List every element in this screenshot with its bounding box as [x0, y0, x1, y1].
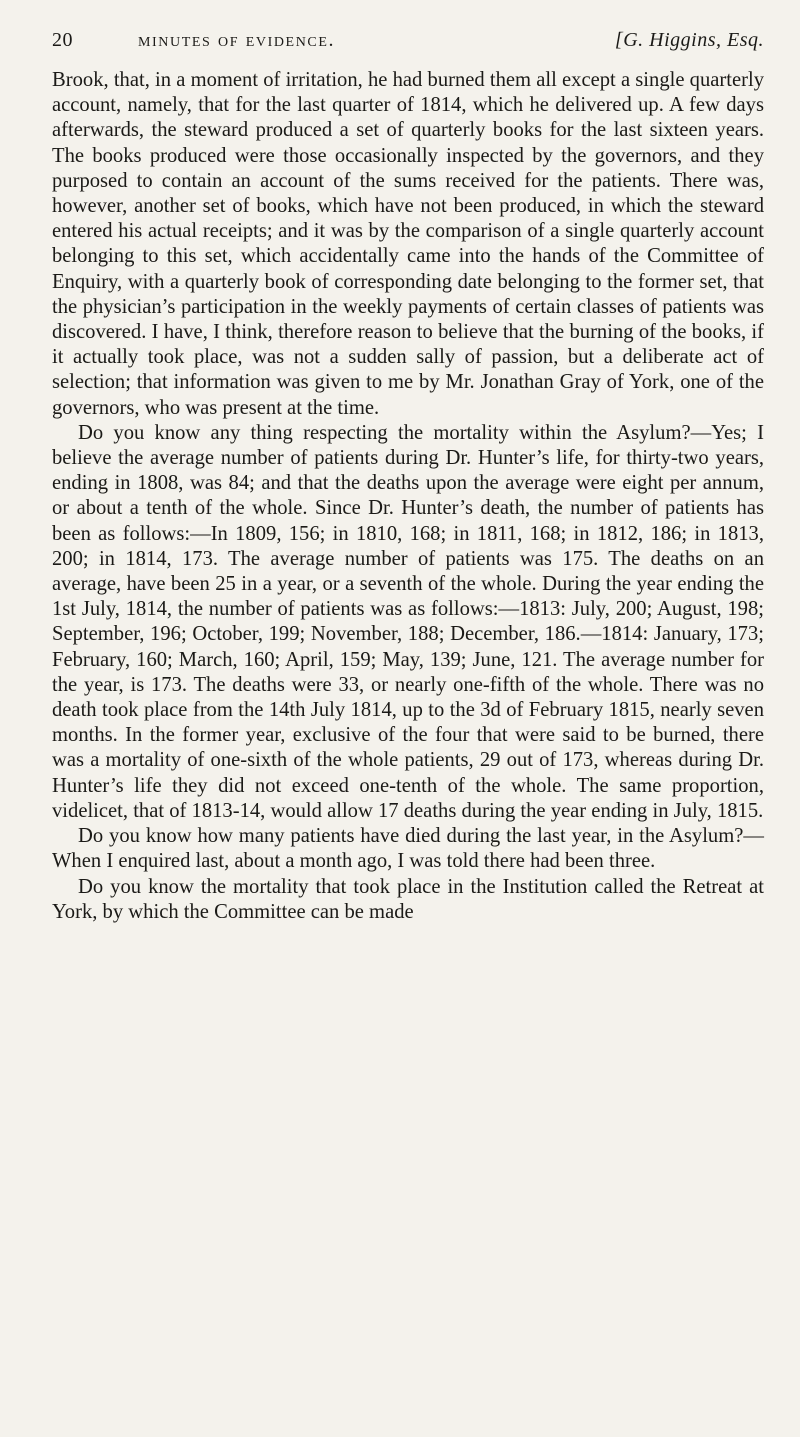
- paragraph-retreat-question: Do you know the mortality that took place in the Institution called the Retreat at York, by which the Committee can be made: [52, 875, 764, 923]
- paragraph-deaths-last-year: Do you know how many patients have died during the last year, in the Asylum?—When I enquired last, about a month ago, I was told there had been three.: [52, 825, 764, 873]
- paragraph-continuation: Brook, that, in a moment of irritation, he had burned them all except a single quarterly account, namely, that for the last quarter of 1814, which he delivered up. A few days afterwards, the steward produced a set of quarterly books for the last sixteen years. The books produced were those occasionally inspected by the governors, and they purposed to contain an account of the sums received for the patients. There was, however, another set of books, which have not been produced, in which the steward entered his actual receipts; and it was by the comparison of a single quarterly account belonging to this set, which accidentally came into the hands of the Committee of Enquiry, with a quarterly book of corresponding date belonging to the former set, that the physician’s participation in the weekly payments of certain classes of patients was discovered. I have, I think, therefore reason to believe that the burning of the books, if it actually took place, was not a sudden sally of passion, but a deliberate act of selection; that information was given to me by Mr. Jonathan Gray of York, one of the governors, who was present at the time.: [52, 69, 764, 419]
- running-head: [52, 28, 764, 68]
- running-head-witness: [G. Higgins, Esq.: [614, 29, 764, 51]
- page-number: 20: [52, 29, 73, 51]
- paragraph-mortality-answer: Do you know any thing respecting the mortality within the Asylum?—Yes; I believe the average number of patients during Dr. Hunter’s life, for thirty-two years, ending in 1808, was 84; and that the deaths upon the average were eight per annum, or about a tenth of the whole. Since Dr. Hunter’s death, the number of patients has been as follows:—In 1809, 156; in 1810, 168; in 1811, 168; in 1812, 186; in 1813, 200; in 1814, 173. The average number of patients was 175. The deaths on an average, have been 25 in a year, or a seventh of the whole. During the year ending the 1st July, 1814, the number of patients was as follows:—1813: July, 200; August, 198; September, 196; October, 199; November, 188; December, 186.—1814: January, 173; February, 160; March, 160; April, 159; May, 139; June, 121. The average number for the year, is 173. The deaths were 33, or nearly one-fifth of the whole. There was no death took place from the 14th July 1814, up to the 3d of February 1815, nearly seven months. In the former year, exclusive of the four that were said to be burned, there was a mortality of one-sixth of the whole patients, 29 out of 173, whereas during Dr. Hunter’s life they did not exceed one-tenth of the whole. The same proportion, videlicet, that of 1813-14, would allow 17 deaths during the year ending in July, 1815.: [52, 421, 764, 822]
- book-page: [52, 28, 764, 925]
- body-text: [52, 68, 764, 925]
- running-head-title: minutes of evidence.: [138, 29, 336, 51]
